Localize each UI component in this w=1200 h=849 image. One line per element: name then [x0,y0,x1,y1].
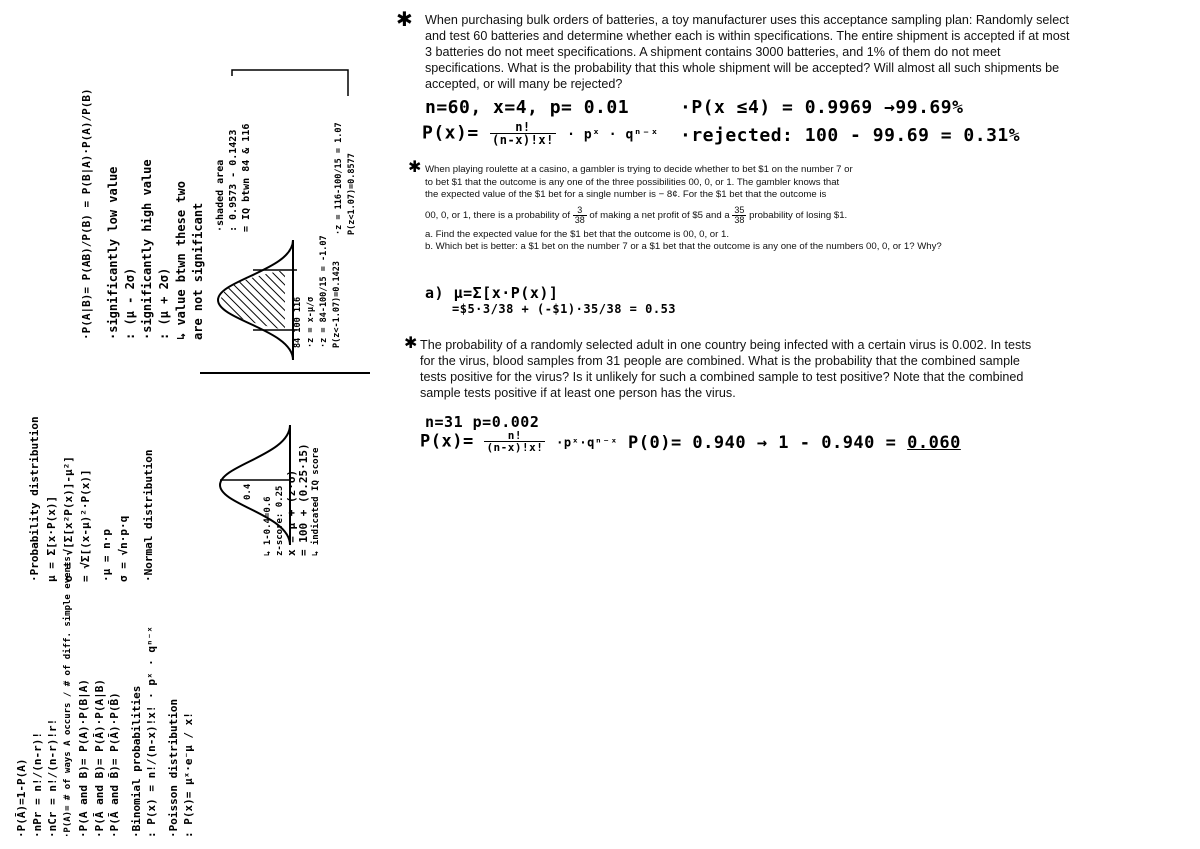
problem-2-text: When playing roulette at a casino, a gambler is trying to decide whether to bet $1 on the number 7 or to bet $1 that the outcome is any one of the three possibilities 00, 0, or 1. The gambler knows that the expected value of the $1 bet for a single number is − 8¢. For the $1 bet that the outcome is 00, 0, or 1, there is a probability of $\frac{3}{38}$ of making a net profit of $5 and a $\frac{35}{38}$ probability of losing $1. a. Find the expected value for the $1 bet that the outcome is 00, 0, or 1. b. Which bet is better: a $1 bet on the number 7 or a $1 bet that the outcome is any one of the numbers 00, 0, or 1? Why? [425,164,985,254]
problem-1-work-line-2: P(x)= $\frac{n!}{(n-x)!x!}$ · pˣ · qⁿ⁻ˣ [422,120,659,147]
star-marker-icon: ✱ [396,7,413,31]
problem-3-work-line-1: n=31 p=0.002 [425,413,540,431]
problem-3-answer: P(0)= 0.940 → 1 - 0.940 = 0.060 [628,433,961,453]
problem-2-work-line-1: a) μ=Σ[x·P(x)] [425,284,559,302]
notes-column-1: ·P(Ā)=1-P(A) ·nPr = n!/(n-r)! ·nCr = n!/(n-r)!r! ·P(A)= # of ways A occurs / # of diff. simple events ·P(A and B)= P(A)·P(B|A) ·P(Ā and B)= P(Ā)·P(A|B) ·P(Ā and B̄)= P(Ā)·P(B̄) ·Binomial probabilities : P(x) = n!/(n-x)!x! · pˣ · qⁿ⁻ˣ ·Poisson distribution : P(x)= μˣ·e⁻μ / x! [15,556,195,838]
problem-1-rejected: ·rejected: 100 - 99.69 = 0.31% [680,125,1021,146]
normal-curve-labels: 0.4 [243,483,253,500]
z-score-upper-notes: ·z = 116-100/15 = 1.07 P(z<1.07)=0.8577 [334,122,357,235]
part-a: a. Find the expected value for the $1 bet that the outcome is 00, 0, or 1. [425,228,729,240]
problem-2-work-line-2: =$5·3/38 + (-$1)·35/38 = 0.53 [452,302,677,316]
shaded-region [221,270,285,330]
part-b: b. Which bet is better: a $1 bet on the number 7 or a $1 bet that the outcome is any one of the numbers 00, 0, or 1? Why? [425,241,942,252]
binomial-fraction: $\frac{n!}{(n-x)!x!}$ [492,120,554,147]
bracket-line [228,66,358,106]
problem-1-cumulative: ·P(x ≤4) = 0.9969 →99.69% [680,97,964,118]
problem-3-text: The probability of a randomly selected adult in one country being infected with a certain virus is 0.002. In tests for the virus, blood samples from 31 people are combined. What is the probability that the combined sample tests positive for the virus? Is it unlikely for such a combined sample to test positive? Note that the combined sample tests positive if at least one person has the virus. [420,338,1032,400]
notes-column-2: ·Probability distribution μ = Σ[x·P(x)] σ = √[Σ[x²P(x)]-μ²] = √Σ[(x-μ)²·P(x)] ·μ = n·p σ = √n·p·q ·Normal distribution [28,416,155,582]
shaded-area-notes: ·shaded area : 0.9573 - 0.1423 = IQ btwn 84 & 116 [215,123,252,232]
section-divider [200,370,370,376]
star-marker-icon: ✱ [408,157,422,176]
z-score-notes: 84 100 116 ·z = x-μ/σ ·z = 84-100/15 = -1.07 P(z<-1.07)=0.1423 [293,235,342,348]
problem-1-work-line-1 [425,97,629,118]
fraction-3-38: $\frac{3}{38}$ [574,204,585,225]
notes-column-3: ·P(A|B)= P(AB)/P(B) = P(B|A)·P(A)/P(B) ·significantly low value : (μ - 2σ) ·significantly high value : (μ + 2σ) ↳ value btwn these two are not significant [80,88,205,340]
problem-1-givens: n=60, x=4, p= 0.01 [425,97,630,118]
fraction-35-38: $\frac{35}{38}$ [734,204,745,225]
problem-3-work-line-2: P(x)= $\frac{n!}{(n-x)!x!}$ ·pˣ·qⁿ⁻ˣ [420,429,618,454]
binomial-fraction: $\frac{n!}{(n-x)!x!}$ [486,429,544,454]
problem-1-text: When purchasing bulk orders of batteries, a toy manufacturer uses this acceptance sampling plan: Randomly select and test 60 batteries and determine whether each is within specifications. The entire shipment is accepted if at most 3 batteries do not meet specifications. A shipment contains 3000 batteries, and 1% of them do not meet specifications. What is the probability that this whole shipment will be accepted? Will almost all such shipments be accepted, or will many be rejected? [425,13,1070,91]
final-answer: 0.060 [907,433,961,453]
normal-curve-steps: ↳ 1-0.4=0.6 z-score: 0.25 x = μ + (z·σ) = 100 + (0.25·15) ↳ indicated IQ score [263,443,321,556]
star-marker-icon: ✱ [404,333,418,352]
